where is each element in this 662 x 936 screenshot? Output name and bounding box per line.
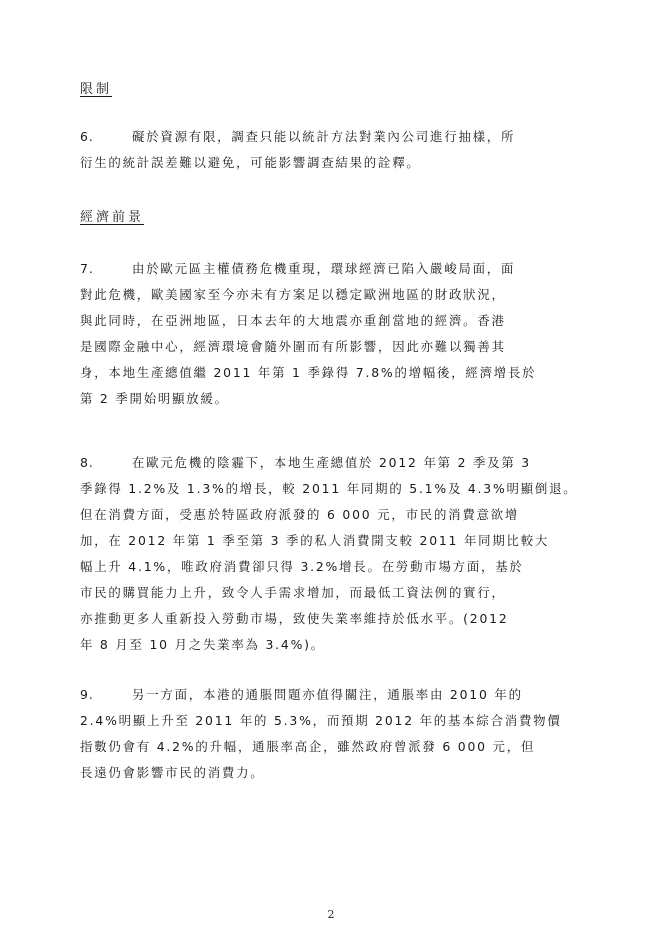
paragraph-line: 市民的購買能力上升，致令人手需求增加，而最低工資法例的實行，: [80, 585, 506, 600]
paragraph-line: 是國際金融中心，經濟環境會隨外圍而有所影響，因此亦難以獨善其: [80, 339, 506, 354]
paragraph-line: 7. 由於歐元區主權債務危機重現，環球經濟已陷入嚴峻局面，面: [80, 256, 582, 282]
paragraph-6: [80, 124, 582, 176]
paragraph-line: 加，在 2012 年第 1 季至第 3 季的私人消費開支較 2011 年同期比較大: [80, 533, 550, 548]
paragraph-line: 衍生的統計誤差難以避免，可能影響調查結果的詮釋。: [80, 155, 421, 170]
heading-limitations: 限制: [80, 82, 113, 97]
paragraph-line: 身，本地生產總值繼 2011 年第 1 季錄得 7.8%的增幅後，經濟增長於: [80, 365, 537, 380]
paragraph-line: 對此危機，歐美國家至今亦未有方案足以穩定歐洲地區的財政狀況，: [80, 287, 506, 302]
paragraph-line: 長遠仍會影響市民的消費力。: [80, 765, 265, 780]
page-number: 2: [327, 908, 335, 921]
paragraph-line: 但在消費方面，受惠於特區政府派發的 6 000 元，市民的消費意欲增: [80, 507, 520, 522]
paragraph-line: 指數仍會有 4.2%的升幅，通脹率高企，雖然政府曾派發 6 000 元，但: [80, 739, 536, 754]
paragraph-line: 9. 另一方面，本港的通脹問題亦值得關注，通脹率由 2010 年的: [80, 682, 582, 708]
paragraph-number: 9.: [80, 687, 94, 702]
heading-economic-outlook: 經濟前景: [80, 210, 145, 225]
paragraph-line: 2.4%明顯上升至 2011 年的 5.3%，而預期 2012 年的基本綜合消費物價: [80, 713, 562, 728]
paragraph-7: [80, 256, 582, 412]
paragraph-8: [80, 450, 582, 658]
paragraph-number: 8.: [80, 455, 94, 470]
paragraph-line: 8. 在歐元危機的陰霾下，本地生產總值於 2012 年第 2 季及第 3: [80, 450, 582, 476]
paragraph-line: 與此同時，在亞洲地區，日本去年的大地震亦重創當地的經濟。香港: [80, 313, 506, 328]
paragraph-line: 幅上升 4.1%，唯政府消費卻只得 3.2%增長。在勞動市場方面，基於: [80, 559, 524, 574]
paragraph-line: 季錄得 1.2%及 1.3%的增長，較 2011 年同期的 5.1%及 4.3%明顯倒退。: [80, 481, 578, 496]
paragraph-number: 7.: [80, 261, 94, 276]
paragraph-line: 6. 礙於資源有限，調查只能以統計方法對業內公司進行抽樣，所: [80, 124, 582, 150]
paragraph-line: 年 8 月至 10 月之失業率為 3.4%)。: [80, 637, 325, 652]
paragraph-number: 6.: [80, 129, 94, 144]
paragraph-9: [80, 682, 582, 786]
paragraph-line: 亦推動更多人重新投入勞動市場，致使失業率維持於低水平。(2012: [80, 611, 509, 626]
paragraph-line: 第 2 季開始明顯放緩。: [80, 391, 229, 406]
